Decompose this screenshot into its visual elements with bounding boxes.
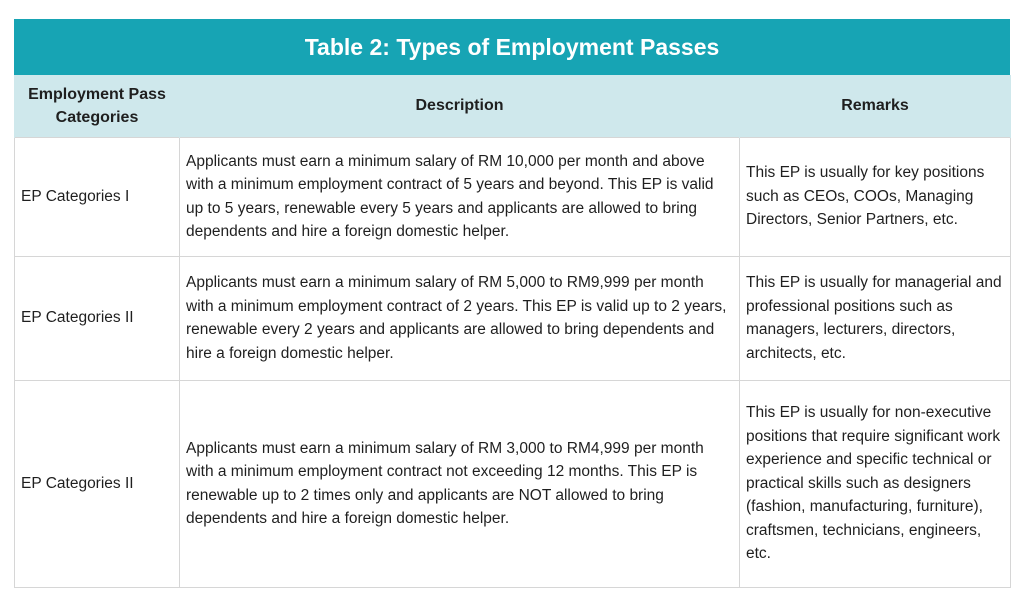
header-description: Description xyxy=(180,75,740,137)
table-row xyxy=(15,380,1011,587)
table-header xyxy=(15,75,1011,137)
header-remarks: Remarks xyxy=(740,75,1011,137)
header-category: Employment Pass Categories xyxy=(15,75,180,137)
row-description: Applicants must earn a minimum salary of RM 3,000 to RM4,999 per month with a minimum employment contract not exceeding 12 months. This EP is renewable up to 2 times only and applicants are NOT allowed to bring dependents and hire a foreign domestic helper. xyxy=(180,380,740,587)
table-row xyxy=(15,137,1011,256)
row-description: Applicants must earn a minimum salary of RM 5,000 to RM9,999 per month with a minimum employment contract of 2 years. This EP is valid up to 2 years, renewable every 2 years and applicants are allowed to bring dependents and hire a foreign domestic helper. xyxy=(180,256,740,380)
row-category: EP Categories II xyxy=(15,380,180,587)
row-description: Applicants must earn a minimum salary of RM 10,000 per month and above with a minimum employment contract of 5 years and beyond. This EP is valid up to 5 years, renewable every 5 years and applicants are allowed to bring dependents and hire a foreign domestic helper. xyxy=(180,137,740,256)
row-remarks: This EP is usually for key positions such as CEOs, COOs, Managing Directors, Senior Partners, etc. xyxy=(740,137,1011,256)
table-row xyxy=(15,256,1011,380)
employment-pass-table xyxy=(14,75,1011,588)
row-category: EP Categories I xyxy=(15,137,180,256)
employment-pass-table-container xyxy=(14,19,1010,588)
row-remarks: This EP is usually for non-executive positions that require significant work experience and specific technical or practical skills such as designers (fashion, manufacturing, furniture), craftsmen, technicians, engineers, etc. xyxy=(740,380,1011,587)
header-row xyxy=(15,75,1011,137)
table-body xyxy=(15,137,1011,587)
table-title: Table 2: Types of Employment Passes xyxy=(14,19,1010,75)
row-remarks: This EP is usually for managerial and professional positions such as managers, lecturers, directors, architects, etc. xyxy=(740,256,1011,380)
row-category: EP Categories II xyxy=(15,256,180,380)
